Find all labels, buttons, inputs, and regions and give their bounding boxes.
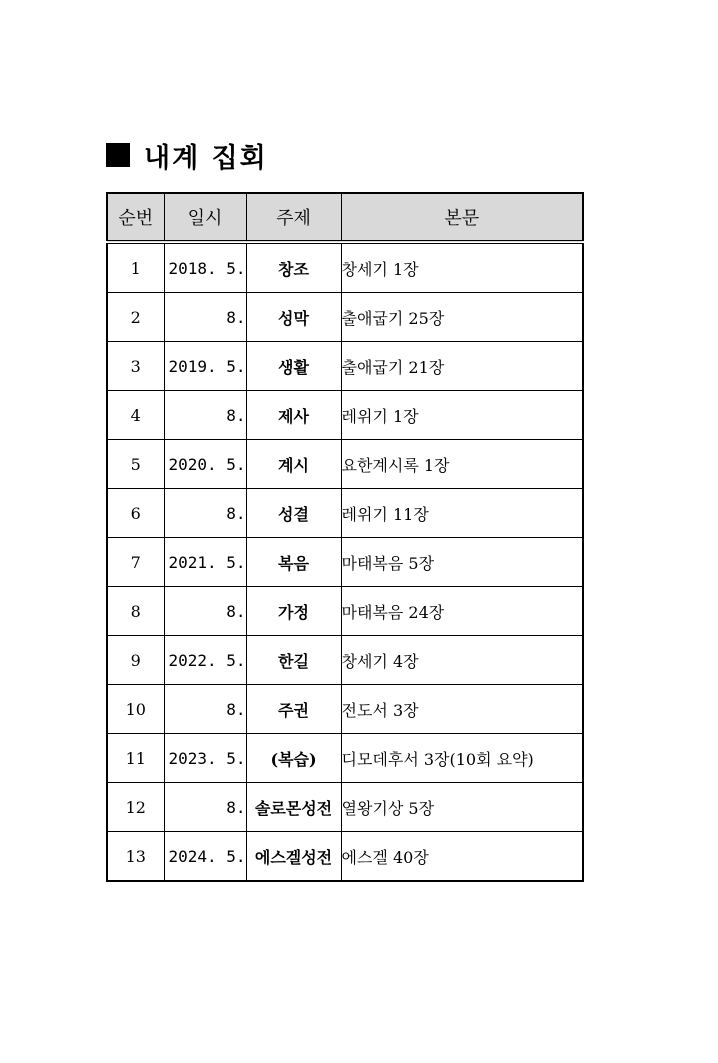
cell-text: 창세기 1장 — [341, 242, 583, 293]
cell-theme: 주권 — [246, 685, 341, 734]
header-date: 일시 — [164, 193, 246, 242]
table-header-row — [107, 193, 583, 242]
cell-text: 마태복음 5장 — [341, 538, 583, 587]
table-row — [107, 391, 583, 440]
cell-text: 마태복음 24장 — [341, 587, 583, 636]
cell-number: 4 — [107, 391, 164, 440]
cell-text: 창세기 4장 — [341, 636, 583, 685]
cell-date: 2023. 5. — [164, 734, 246, 783]
cell-theme: 한길 — [246, 636, 341, 685]
cell-date: 2021. 5. — [164, 538, 246, 587]
cell-date: 2022. 5. — [164, 636, 246, 685]
table-row — [107, 342, 583, 391]
cell-theme: 생활 — [246, 342, 341, 391]
cell-theme: 성막 — [246, 293, 341, 342]
cell-text: 디모데후서 3장(10회 요약) — [341, 734, 583, 783]
cell-theme: 성결 — [246, 489, 341, 538]
cell-number: 1 — [107, 242, 164, 293]
cell-number: 6 — [107, 489, 164, 538]
cell-date: 8. — [164, 685, 246, 734]
cell-number: 2 — [107, 293, 164, 342]
table-row — [107, 489, 583, 538]
cell-text: 출애굽기 21장 — [341, 342, 583, 391]
cell-date: 8. — [164, 391, 246, 440]
cell-theme: 가정 — [246, 587, 341, 636]
cell-theme: 솔로몬성전 — [246, 783, 341, 832]
cell-theme: 창조 — [246, 242, 341, 293]
table-row — [107, 636, 583, 685]
cell-number: 3 — [107, 342, 164, 391]
table-row — [107, 587, 583, 636]
cell-text: 에스겔 40장 — [341, 832, 583, 882]
table-row — [107, 440, 583, 489]
table-row — [107, 734, 583, 783]
header-text: 본문 — [341, 193, 583, 242]
cell-number: 7 — [107, 538, 164, 587]
cell-date: 8. — [164, 293, 246, 342]
cell-date: 8. — [164, 587, 246, 636]
page-title: 내계 집회 — [144, 142, 268, 174]
table-row — [107, 538, 583, 587]
cell-theme: 제사 — [246, 391, 341, 440]
cell-number: 5 — [107, 440, 164, 489]
cell-number: 8 — [107, 587, 164, 636]
table-row — [107, 293, 583, 342]
cell-text: 출애굽기 25장 — [341, 293, 583, 342]
cell-date: 2018. 5. — [164, 242, 246, 293]
table-row — [107, 685, 583, 734]
table-row — [107, 832, 583, 882]
cell-theme: 복음 — [246, 538, 341, 587]
cell-text: 요한계시록 1장 — [341, 440, 583, 489]
cell-date: 2019. 5. — [164, 342, 246, 391]
cell-number: 9 — [107, 636, 164, 685]
cell-number: 13 — [107, 832, 164, 882]
cell-date: 2024. 5. — [164, 832, 246, 882]
cell-text: 레위기 11장 — [341, 489, 583, 538]
table-row — [107, 242, 583, 293]
cell-date: 8. — [164, 783, 246, 832]
cell-number: 12 — [107, 783, 164, 832]
section-heading — [106, 137, 268, 173]
cell-theme: 계시 — [246, 440, 341, 489]
header-number: 순번 — [107, 193, 164, 242]
cell-number: 11 — [107, 734, 164, 783]
cell-date: 8. — [164, 489, 246, 538]
cell-text: 열왕기상 5장 — [341, 783, 583, 832]
table-row — [107, 783, 583, 832]
cell-text: 레위기 1장 — [341, 391, 583, 440]
square-bullet-icon — [106, 143, 130, 167]
cell-theme: (복습) — [246, 734, 341, 783]
schedule-table — [106, 192, 584, 882]
cell-text: 전도서 3장 — [341, 685, 583, 734]
cell-theme: 에스겔성전 — [246, 832, 341, 882]
cell-date: 2020. 5. — [164, 440, 246, 489]
cell-number: 10 — [107, 685, 164, 734]
header-theme: 주제 — [246, 193, 341, 242]
